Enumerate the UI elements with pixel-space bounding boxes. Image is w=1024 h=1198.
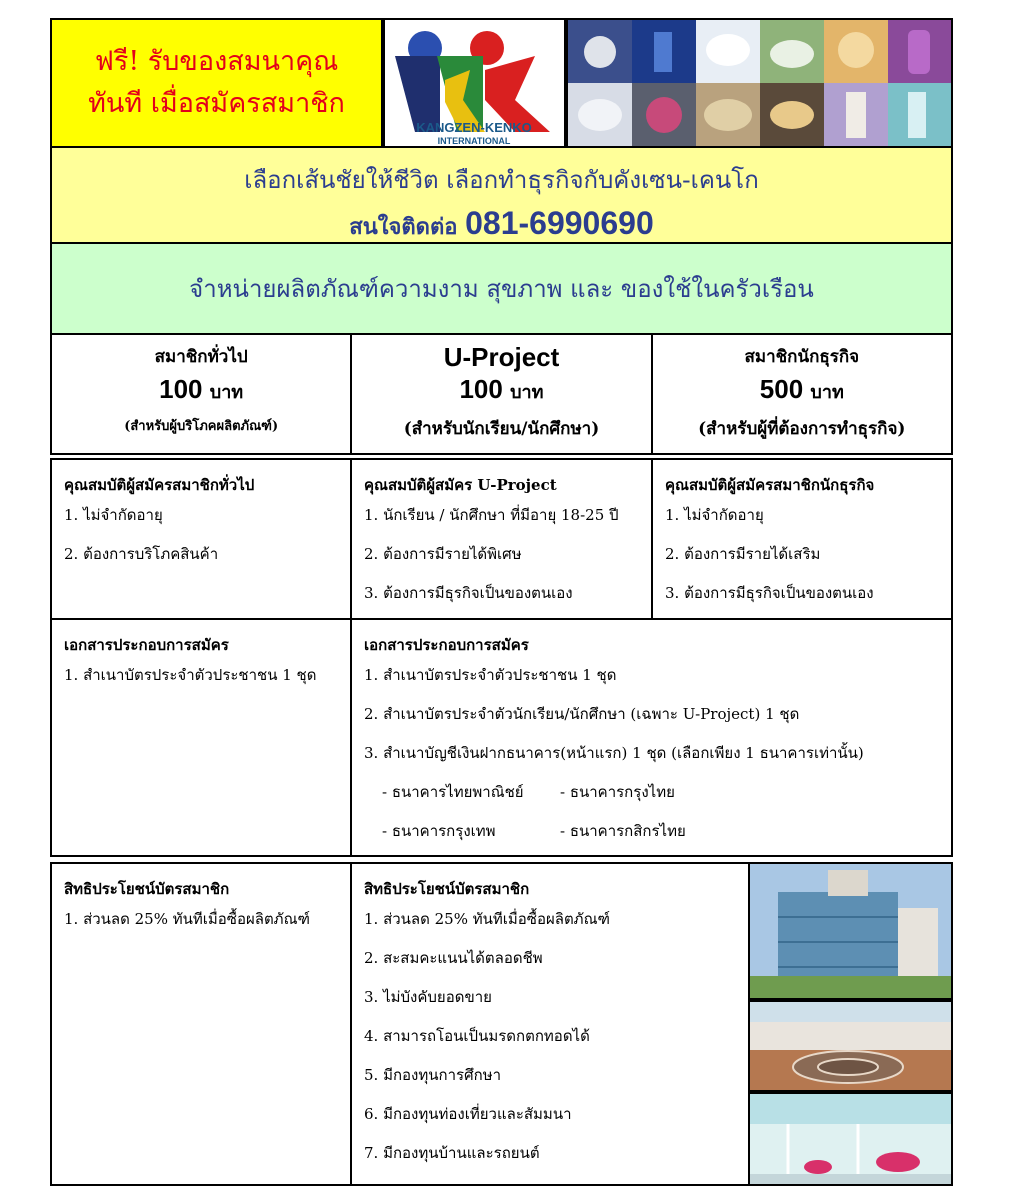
membership-price: 500 บาท <box>759 374 844 404</box>
qualifications-uproject <box>352 460 651 617</box>
list-item: 3. ไม่บังคับยอดขาย <box>364 988 492 1006</box>
cell-heading: เอกสารประกอบการสมัคร <box>364 636 529 654</box>
list-item: 2. สะสมคะแนนได้ตลอดชีพ <box>364 949 543 967</box>
list-item: 2. สำเนาบัตรประจำตัวนักเรียน/นักศึกษา (เฉพาะ U-Project) 1 ชุด <box>364 705 800 723</box>
product-photo-collage <box>566 18 953 148</box>
contact-label: สนใจติดต่อ <box>349 214 466 240</box>
phone-number: 081-6990690 <box>465 205 654 241</box>
membership-price: 100 บาท <box>459 374 544 404</box>
contact-line <box>52 205 951 244</box>
cell-heading: เอกสารประกอบการสมัคร <box>64 636 229 654</box>
membership-business <box>653 335 951 453</box>
list-item: 2. ต้องการมีรายได้พิเศษ <box>364 545 522 563</box>
list-item: 1. ไม่จำกัดอายุ <box>64 506 163 524</box>
promo-box <box>50 18 383 148</box>
list-item: 7. มีกองทุนบ้านและรถยนต์ <box>364 1144 540 1162</box>
list-item: 3. ต้องการมีธุรกิจเป็นของตนเอง <box>665 584 874 602</box>
benefits-general <box>52 864 350 943</box>
list-item: 6. มีกองทุนท่องเที่ยวและสัมมนา <box>364 1105 572 1123</box>
cell-heading: คุณสมบัติผู้สมัคร U-Project <box>364 476 557 494</box>
membership-note: (สำหรับผู้ที่ต้องการทำธุรกิจ) <box>698 419 906 439</box>
slogan-banner <box>50 148 953 244</box>
bank-name: - ธนาคารกรุงไทย <box>560 783 675 801</box>
products-banner <box>50 244 953 335</box>
list-item: 1. นักเรียน / นักศึกษา ที่มีอายุ 18-25 ปี <box>364 506 619 524</box>
list-item: 5. มีกองทุนการศึกษา <box>364 1066 501 1084</box>
qualifications-general <box>52 460 350 578</box>
slogan-text: เลือกเส้นชัยให้ชีวิต เลือกทำธุรกิจกับคังเซน-เคนโก <box>244 166 759 194</box>
membership-price: 100 บาท <box>159 374 244 404</box>
cell-heading: คุณสมบัติผู้สมัครสมาชิกนักธุรกิจ <box>665 476 875 494</box>
company-photos <box>748 862 953 1186</box>
list-item: 1. ส่วนลด 25% ทันทีเมื่อซื้อผลิตภัณฑ์ <box>64 910 310 928</box>
membership-uproject <box>352 335 652 453</box>
bank-row <box>364 816 951 855</box>
bank-name: - ธนาคารกรุงเทพ <box>382 822 496 840</box>
bank-row <box>364 777 951 816</box>
company-logo <box>383 18 566 148</box>
benefits-other <box>352 864 747 1177</box>
documents-general <box>52 620 350 699</box>
membership-name: U-Project <box>443 342 560 372</box>
list-item: 2. ต้องการมีรายได้เสริม <box>665 545 821 563</box>
membership-general <box>52 335 352 453</box>
cell-heading: สิทธิประโยชน์บัตรสมาชิก <box>364 880 530 898</box>
cell-heading: สิทธิประโยชน์บัตรสมาชิก <box>64 880 230 898</box>
list-item: 4. สามารถโอนเป็นมรดกตกทอดได้ <box>364 1027 590 1045</box>
logo-text-2: INTERNATIONAL <box>437 136 511 146</box>
logo-text-1: KANGZEN-KENKO <box>416 120 532 135</box>
list-item: 1. สำเนาบัตรประจำตัวประชาชน 1 ชุด <box>364 666 617 684</box>
cell-heading: คุณสมบัติผู้สมัครสมาชิกทั่วไป <box>64 476 255 494</box>
bank-name: - ธนาคารไทยพาณิชย์ <box>382 783 524 801</box>
products-line: จำหน่ายผลิตภัณฑ์ความงาม สุขภาพ และ ของใช้ในครัวเรือน <box>189 275 814 303</box>
documents-other <box>352 620 951 855</box>
qualifications-table <box>50 458 953 857</box>
promo-line-2: ทันที เมื่อสมัครสมาชิก <box>88 88 345 119</box>
qualifications-business <box>653 460 951 617</box>
list-item: 2. ต้องการบริโภคสินค้า <box>64 545 219 563</box>
membership-name: สมาชิกนักธุรกิจ <box>744 347 860 367</box>
list-item: 1. สำเนาบัตรประจำตัวประชาชน 1 ชุด <box>64 666 317 684</box>
list-item: 1. ส่วนลด 25% ทันทีเมื่อซื้อผลิตภัณฑ์ <box>364 910 610 928</box>
membership-note: (สำหรับนักเรียน/นักศึกษา) <box>403 419 600 439</box>
bank-name: - ธนาคารกสิกรไทย <box>560 822 686 840</box>
membership-types <box>50 335 953 455</box>
list-item: 1. ไม่จำกัดอายุ <box>665 506 764 524</box>
promo-line-1: ฟรี! รับของสมนาคุณ <box>94 46 339 77</box>
list-item: 3. สำเนาบัญชีเงินฝากธนาคาร(หน้าแรก) 1 ชุด (เลือกเพียง 1 ธนาคารเท่านั้น) <box>364 744 864 762</box>
membership-note: (สำหรับผู้บริโภคผลิตภัณฑ์) <box>124 419 279 434</box>
membership-name: สมาชิกทั่วไป <box>154 347 248 367</box>
list-item: 3. ต้องการมีธุรกิจเป็นของตนเอง <box>364 584 573 602</box>
